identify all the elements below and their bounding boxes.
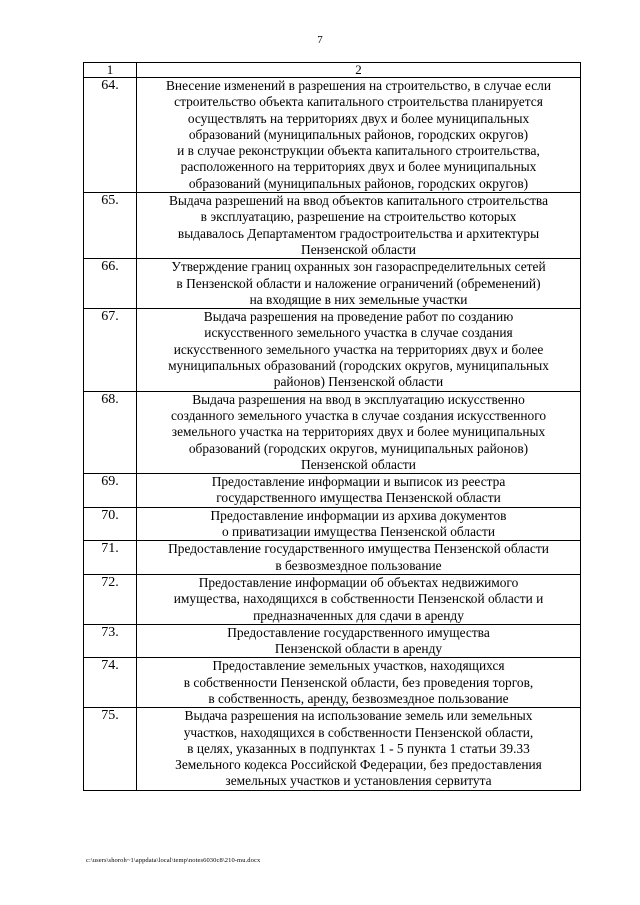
row-service-name: Предоставление информации из архива документов о приватизации имущества Пензенской области	[137, 507, 581, 541]
page-number: 7	[317, 34, 323, 46]
row-number: 71.	[84, 541, 137, 575]
row-number: 70.	[84, 507, 137, 541]
row-service-name: Предоставление государственного имущества Пензенской области в безвозмездное пользование	[137, 541, 581, 575]
row-number: 68.	[84, 391, 137, 473]
table-header-row	[84, 63, 581, 78]
header-col-text: 2	[137, 63, 581, 78]
row-service-name: Предоставление государственного имущества Пензенской области в аренду	[137, 624, 581, 658]
table-row	[84, 78, 581, 193]
row-number: 65.	[84, 193, 137, 259]
table-row	[84, 541, 581, 575]
table-row	[84, 391, 581, 473]
table-row	[84, 574, 581, 624]
row-number: 67.	[84, 309, 137, 391]
table-row	[84, 193, 581, 259]
file-path-footer: c:\users\shoroh~1\appdata\local\temp\notes6030c8\210-mu.docx	[86, 857, 261, 864]
table-row	[84, 658, 581, 708]
row-service-name: Выдача разрешения на ввод в эксплуатацию искусственно созданного земельного участка в случае создания искусственного земельного участка на территориях двух и более муниципальных образований (городских округов, муниципальных районов) Пензенской области	[137, 391, 581, 473]
row-number: 74.	[84, 658, 137, 708]
table-row	[84, 507, 581, 541]
row-service-name: Выдача разрешений на ввод объектов капитального строительства в эксплуатацию, разрешение на строительство которых выдавалось Департаментом градостроительства и архитектуры Пензенской области	[137, 193, 581, 259]
table-row	[84, 708, 581, 790]
table-row	[84, 624, 581, 658]
row-number: 73.	[84, 624, 137, 658]
row-service-name: Предоставление земельных участков, находящихся в собственности Пензенской области, без проведения торгов, в собственность, аренду, безвозмездное пользование	[137, 658, 581, 708]
row-service-name: Выдача разрешения на использование земель или земельных участков, находящихся в собственности Пензенской области, в целях, указанных в подпунктах 1 - 5 пункта 1 статьи 39.33 Земельного кодекса Российской Федерации, без предоставления земельных участков и установления сервитута	[137, 708, 581, 790]
table-row	[84, 474, 581, 508]
table-row	[84, 259, 581, 309]
row-number: 64.	[84, 78, 137, 193]
table-row	[84, 309, 581, 391]
row-service-name: Внесение изменений в разрешения на строительство, в случае если строительство объекта капитального строительства планируется осуществлять на территориях двух и более муниципальных образований (муниципальных районов, городских округов) и в случае реконструкции объекта капитального строительства, расположенного на территориях двух и более муниципальных образований (муниципальных районов, городских округов)	[137, 78, 581, 193]
row-service-name: Выдача разрешения на проведение работ по созданию искусственного земельного участка в случае создания искусственного земельного участка на территориях двух и более муниципальных образований (городских округов, муниципальных районов) Пензенской области	[137, 309, 581, 391]
row-number: 72.	[84, 574, 137, 624]
row-service-name: Предоставление информации об объектах недвижимого имущества, находящихся в собственности Пензенской области и предназначенных для сдачи в аренду	[137, 574, 581, 624]
row-number: 69.	[84, 474, 137, 508]
header-col-number: 1	[84, 63, 137, 78]
row-service-name: Предоставление информации и выписок из реестра государственного имущества Пензенской области	[137, 474, 581, 508]
row-number: 66.	[84, 259, 137, 309]
row-service-name: Утверждение границ охранных зон газораспределительных сетей в Пензенской области и наложение ограничений (обременений) на входящие в них земельные участки	[137, 259, 581, 309]
services-table	[83, 62, 581, 791]
row-number: 75.	[84, 708, 137, 790]
